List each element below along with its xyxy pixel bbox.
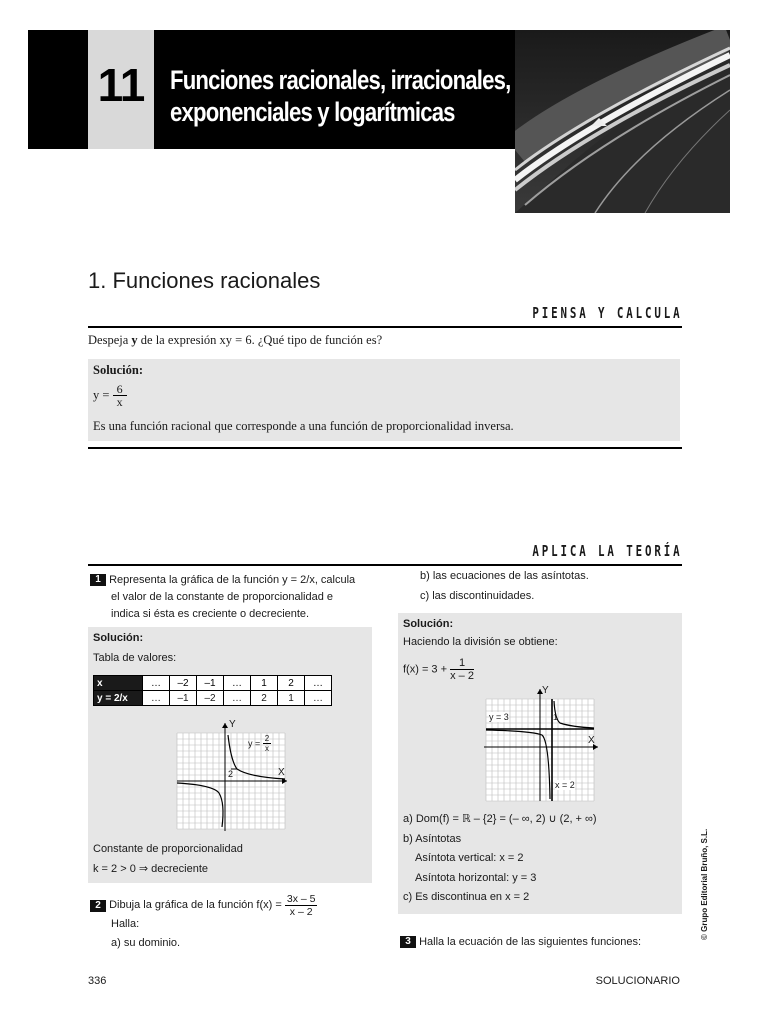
- ex2-halla: Halla:: [111, 918, 140, 930]
- table-cell: …: [143, 676, 170, 691]
- exercise-number: 1: [90, 574, 106, 586]
- table-cell: …: [224, 691, 251, 706]
- values-table: [93, 675, 332, 706]
- ex2-item-b: b) las ecuaciones de las asíntotas.: [420, 570, 589, 582]
- ex2-solution-label: Solución:: [403, 618, 454, 630]
- think-eq-num: 6: [113, 383, 127, 396]
- think-question-post: de la expresión xy = 6. ¿Qué tipo de función es?: [137, 333, 383, 347]
- table-cell: 1: [251, 676, 278, 691]
- graph2-y-label: Y: [542, 685, 549, 696]
- table-cell: 2: [278, 676, 305, 691]
- rule-divider: [88, 447, 682, 449]
- ex1-constant-line1: Constante de proporcionalidad: [93, 843, 243, 855]
- graph1-y-label: Y: [229, 719, 236, 730]
- ex2-g-fraction: [450, 657, 474, 682]
- graph2-horizontal-asymptote-label: y = 3: [489, 712, 509, 722]
- ex1-line3: indica si ésta es creciente o decreciente.: [111, 608, 310, 620]
- footer-label: SOLUCIONARIO: [595, 975, 680, 987]
- table-cell: …: [143, 691, 170, 706]
- ex2-answer-b: b) Asíntotas: [403, 833, 462, 845]
- graph2-x-label: X: [588, 735, 595, 746]
- think-question-pre: Despeja: [88, 333, 132, 347]
- ex1-constant-line2: k = 2 > 0 ⇒ decreciente: [93, 863, 209, 875]
- graph1-func-num: 2: [264, 734, 270, 743]
- think-eq-den: x: [116, 395, 123, 409]
- ex2-division-text: Haciendo la división se obtiene:: [403, 636, 558, 648]
- ex2-g-num: 1: [450, 657, 474, 670]
- ex2-answer-c: c) Es discontinua en x = 2: [403, 891, 530, 903]
- ex2-result-equation: [403, 657, 474, 682]
- ex2-f-den: x – 2: [289, 906, 313, 918]
- exercise-number: 3: [400, 936, 416, 948]
- ex2-item-a: a) su dominio.: [111, 937, 181, 949]
- table-cell: 1: [278, 691, 305, 706]
- banner-piensa-y-calcula: PIENSA Y CALCULA: [531, 304, 682, 322]
- ex2-f-lhs: f(x) = 3 +: [403, 663, 448, 676]
- exercise-2-statement: [90, 893, 380, 918]
- think-explanation: Es una función racional que corresponde a una función de proporcionalidad inversa.: [93, 419, 514, 433]
- think-question-var: y: [131, 333, 138, 347]
- table-cell: –1: [197, 676, 224, 691]
- header-photo-highway-lights: [515, 30, 730, 213]
- table-row: [94, 691, 332, 706]
- graph1-func-den: x: [265, 744, 269, 753]
- think-equation: [93, 383, 127, 408]
- rule-divider: [88, 326, 682, 328]
- graph2-vertical-asymptote-label: x = 2: [555, 780, 575, 790]
- table-cell: …: [305, 691, 332, 706]
- table-row: [94, 676, 332, 691]
- table-cell: x: [94, 676, 143, 691]
- section-title: 1. Funciones racionales: [88, 268, 321, 293]
- table-cell: 2: [251, 691, 278, 706]
- ex2-f-num: 3x – 5: [286, 893, 316, 905]
- graph2-tick-1: 1: [553, 713, 558, 722]
- table-cell: –2: [170, 676, 197, 691]
- graph1-tick-2: 2: [228, 769, 234, 779]
- table-cell: …: [305, 676, 332, 691]
- graph1-func-fraction: [263, 734, 271, 753]
- exercise-number: 2: [90, 900, 106, 912]
- copyright-notice: © Grupo Editorial Bruño, S.L.: [700, 828, 709, 940]
- ex1-line2: el valor de la constante de proporcionalidad e: [111, 591, 333, 603]
- ex2-answer-b2: Asíntota horizontal: y = 3: [415, 872, 537, 884]
- rule-divider: [88, 564, 682, 566]
- chapter-title-line2: exponenciales y logarítmicas: [170, 97, 455, 127]
- think-solution-box: [88, 359, 680, 441]
- table-cell: –1: [170, 691, 197, 706]
- ex2-function-fraction: [285, 893, 318, 918]
- graph1-x-label: X: [278, 767, 285, 778]
- table-cell: y = 2/x: [94, 691, 143, 706]
- think-eq-lhs: y =: [93, 388, 110, 402]
- ex1-line1: Representa la gráfica de la función y = 2/x, calcula: [109, 574, 356, 586]
- chapter-number: 11: [97, 59, 145, 111]
- think-solution-label: Solución:: [93, 363, 144, 377]
- ex1-solution-label: Solución:: [93, 632, 144, 644]
- graph1-func-lhs: y =: [248, 738, 261, 749]
- table-cell: …: [224, 676, 251, 691]
- ex2-g-den: x – 2: [450, 670, 474, 682]
- think-question: [88, 333, 382, 348]
- banner-aplica-la-teoria: APLICA LA TEORÍA: [531, 542, 682, 560]
- chapter-title: [170, 64, 511, 128]
- chapter-title-line1: Funciones racionales, irracionales,: [170, 65, 511, 95]
- page-number: 336: [88, 975, 107, 987]
- table-cell: –2: [197, 691, 224, 706]
- exercise-2-solution-box: [398, 613, 682, 914]
- ex3-statement-text: Halla la ecuación de las siguientes funciones:: [419, 936, 642, 948]
- exercise-1-solution-box: [88, 627, 372, 883]
- graph1-function-label: [248, 734, 271, 753]
- ex2-statement-pre: Dibuja la gráfica de la función f(x) =: [109, 899, 282, 911]
- ex2-answer-b1: Asíntota vertical: x = 2: [415, 852, 524, 864]
- exercise-1-statement: [90, 572, 380, 623]
- think-eq-fraction: [113, 383, 127, 408]
- exercise-3-statement: [400, 934, 641, 951]
- ex2-item-c: c) las discontinuidades.: [420, 590, 535, 602]
- ex2-answer-a: a) Dom(f) = ℝ – {2} = (– ∞, 2) ∪ (2, + ∞): [403, 813, 597, 825]
- ex1-table-caption: Tabla de valores:: [93, 652, 177, 664]
